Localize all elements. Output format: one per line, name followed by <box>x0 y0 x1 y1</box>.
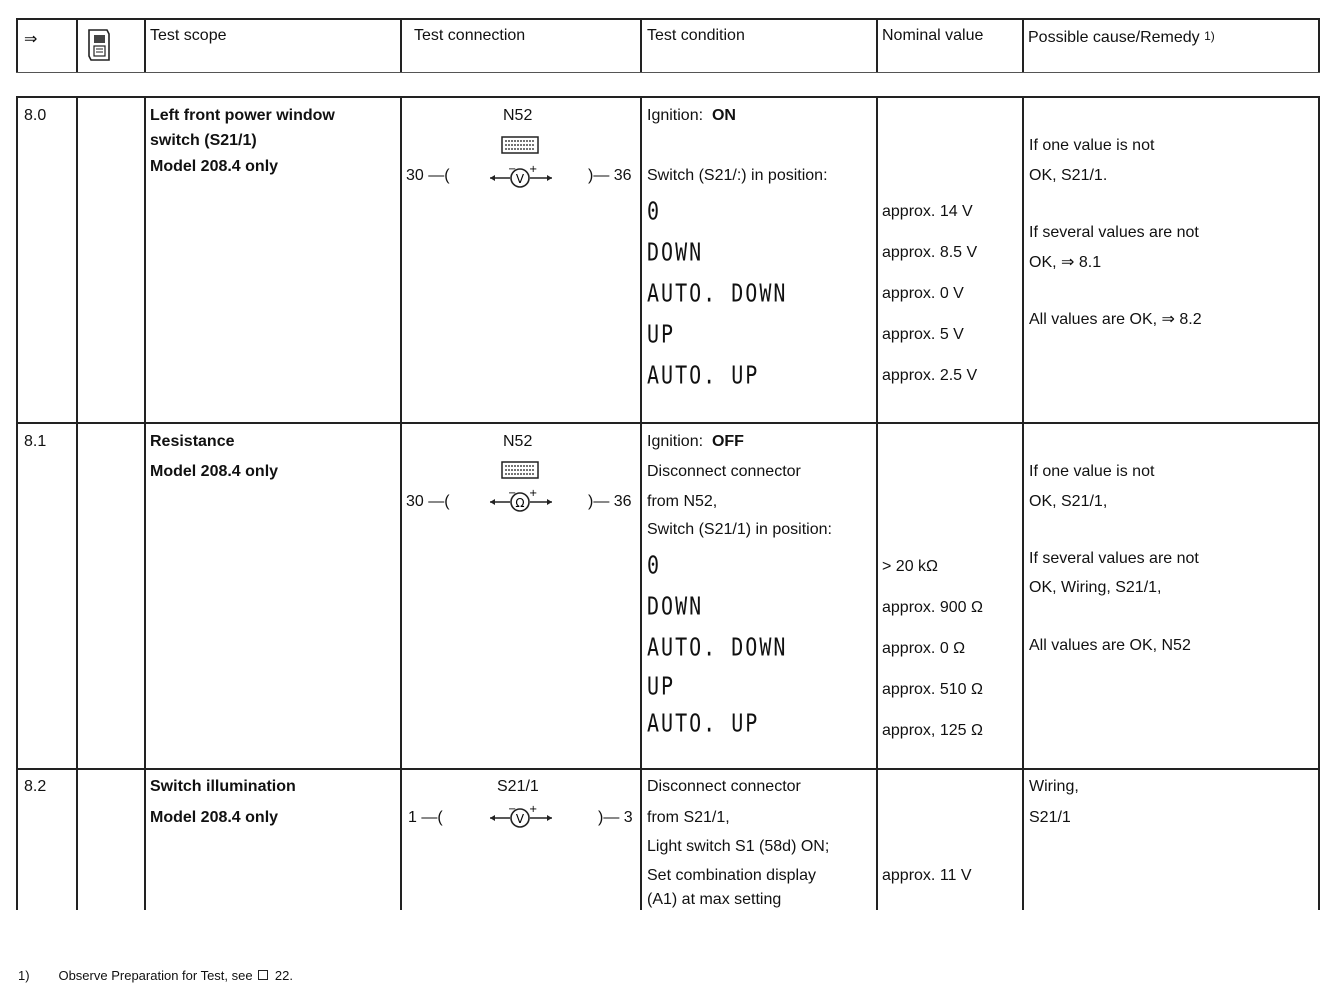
page-ref-icon <box>258 970 268 980</box>
nominal-value: approx. 5 V <box>882 326 964 343</box>
condition-line: Disconnect connector <box>647 778 801 795</box>
scope-line: switch (S21/1) <box>150 132 257 149</box>
condition-line: from S21/1, <box>647 809 730 826</box>
ohmmeter-icon <box>488 488 554 516</box>
remedy-line: OK, S21/1, <box>1029 493 1108 510</box>
switch-position: AUTO. DOWN <box>647 631 788 662</box>
meter-symbol: V <box>515 812 525 826</box>
nominal-value: approx. 2.5 V <box>882 367 978 384</box>
header-nominal-value: Nominal value <box>882 27 984 44</box>
nominal-value: approx. 8.5 V <box>882 244 978 261</box>
scope-line: Switch illumination <box>150 778 296 795</box>
remedy-line: If several values are not <box>1029 550 1199 567</box>
row-divider <box>16 768 1320 770</box>
header-possible-cause: Possible cause/Remedy 1) <box>1028 29 1215 46</box>
footnote-number: 1) <box>18 968 30 983</box>
connection-right-pin: )— 36 <box>588 493 632 510</box>
svg-text:−: − <box>508 804 517 815</box>
condition-line: Ignition: ON <box>647 107 736 124</box>
footnote-page: 22. <box>274 968 293 983</box>
connection-device: N52 <box>503 433 533 450</box>
connection-left-pin: 30 —( <box>406 493 450 510</box>
scope-line: Resistance <box>150 433 235 450</box>
condition-line: Set combination display <box>647 867 816 884</box>
scope-line: Model 208.4 only <box>150 158 279 175</box>
svg-text:−: − <box>508 164 517 175</box>
switch-position: AUTO. UP <box>647 359 760 390</box>
nominal-value: approx. 0 V <box>882 285 964 302</box>
condition-line: (A1) at max setting <box>647 891 782 908</box>
switch-position: UP <box>647 670 676 701</box>
module-connector-icon <box>501 136 539 156</box>
nominal-value: approx. 14 V <box>882 203 973 220</box>
condition-line: Switch (S21/:) in position: <box>647 167 828 184</box>
scope-line: Model 208.4 only <box>150 463 279 480</box>
switch-position: AUTO. DOWN <box>647 277 788 308</box>
remedy-line: All values are OK, N52 <box>1029 637 1191 654</box>
condition-line: Ignition: OFF <box>647 433 744 450</box>
header-bottom-border <box>16 72 1320 73</box>
step-number: 8.1 <box>24 433 47 450</box>
remedy-line: OK, Wiring, S21/1, <box>1029 579 1162 596</box>
remedy-line: If one value is not <box>1029 137 1155 154</box>
svg-text:−: − <box>508 488 517 499</box>
switch-position: 0 <box>647 195 662 226</box>
switch-position: 0 <box>647 549 662 580</box>
remedy-line: Wiring, <box>1029 778 1079 795</box>
condition-line: Light switch S1 (58d) ON; <box>647 838 830 855</box>
header-test-scope: Test scope <box>150 27 227 44</box>
condition-line: Switch (S21/1) in position: <box>647 521 832 538</box>
header-top-border <box>16 18 1320 20</box>
voltmeter-icon <box>488 804 554 832</box>
nominal-value: > 20 kΩ <box>882 558 938 575</box>
svg-text:+: + <box>529 488 538 499</box>
row-divider <box>16 422 1320 424</box>
remedy-line: If several values are not <box>1029 224 1199 241</box>
step-number: 8.2 <box>24 778 47 795</box>
scope-line: Model 208.4 only <box>150 809 279 826</box>
footnote <box>18 968 293 983</box>
meter-symbol: Ω <box>515 496 525 510</box>
connection-device: N52 <box>503 107 533 124</box>
voltmeter-icon <box>488 164 554 192</box>
nominal-value: approx. 900 Ω <box>882 599 983 616</box>
nominal-value: approx. 0 Ω <box>882 640 966 657</box>
nominal-value: approx, 125 Ω <box>882 722 983 739</box>
footnote-text: Observe Preparation for Test, see <box>58 968 253 983</box>
remedy-line: OK, ⇒ 8.1 <box>1029 254 1102 271</box>
meter-symbol: V <box>515 172 525 186</box>
switch-position: DOWN <box>647 590 704 621</box>
condition-line: Disconnect connector <box>647 463 801 480</box>
header-test-condition: Test condition <box>647 27 745 44</box>
connection-right-pin: )— 36 <box>588 167 632 184</box>
switch-position: UP <box>647 318 676 349</box>
switch-position: DOWN <box>647 236 704 267</box>
connection-left-pin: 1 —( <box>408 809 443 826</box>
connection-right-pin: )— 3 <box>598 809 633 826</box>
nominal-value: approx. 510 Ω <box>882 681 983 698</box>
remedy-line: S21/1 <box>1029 809 1071 826</box>
scope-line: Left front power window <box>150 107 335 124</box>
connection-left-pin: 30 —( <box>406 167 450 184</box>
connection-device: S21/1 <box>497 778 539 795</box>
switch-position: AUTO. UP <box>647 707 760 738</box>
table-top-border <box>16 96 1320 98</box>
condition-line: from N52, <box>647 493 718 510</box>
svg-text:+: + <box>529 164 538 175</box>
remedy-line: OK, S21/1. <box>1029 167 1108 184</box>
step-number: 8.0 <box>24 107 47 124</box>
header-arrow: ⇒ <box>24 31 38 48</box>
nominal-value: approx. 11 V <box>882 867 972 884</box>
header-test-connection: Test connection <box>414 27 526 44</box>
remedy-line: All values are OK, ⇒ 8.2 <box>1029 311 1202 328</box>
remedy-line: If one value is not <box>1029 463 1155 480</box>
svg-text:+: + <box>529 804 538 815</box>
module-connector-icon <box>501 461 539 481</box>
tester-device-icon <box>86 28 112 62</box>
